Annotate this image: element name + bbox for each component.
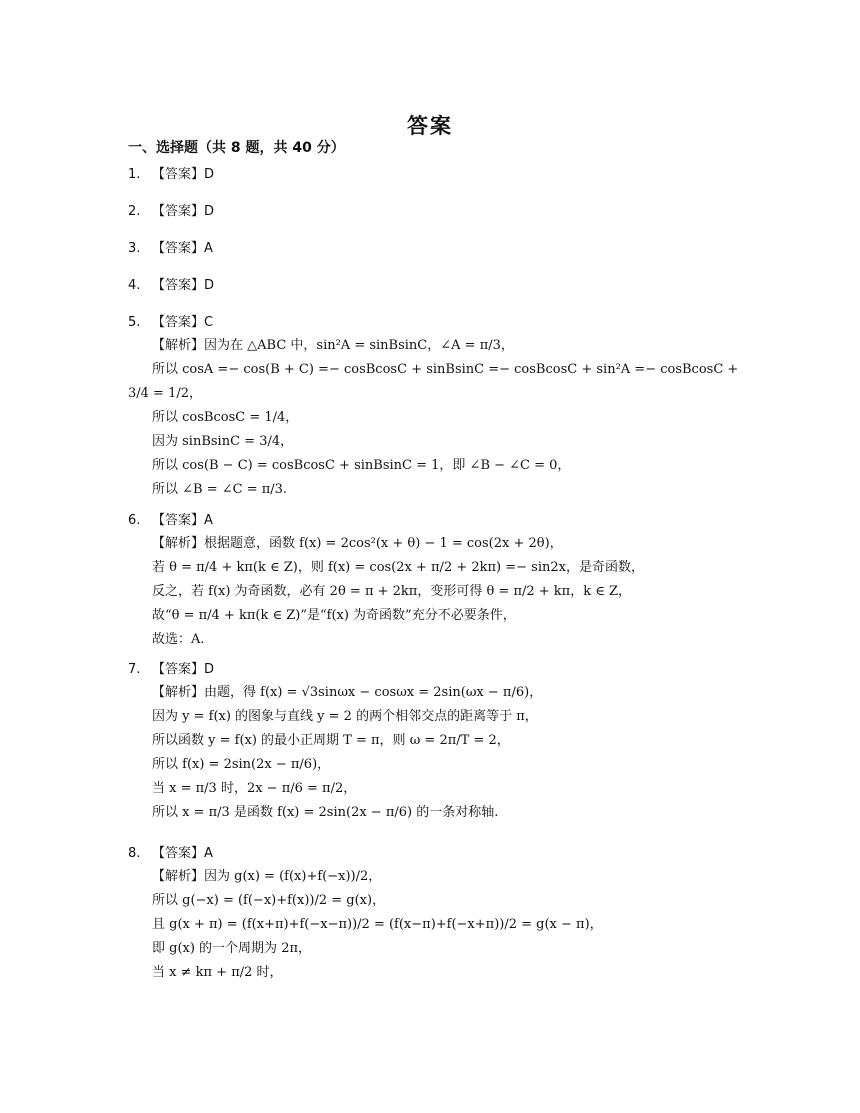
answer-label: 【答案】C (152, 315, 214, 330)
solution-line: 若 θ = π/4 + kπ(k ∈ Z)，则 f(x) = cos(2x + π/2 + 2kπ) =− sin2x，是奇函数， (152, 560, 644, 575)
solution-line: 即 g(x) 的一个周期为 2π， (152, 941, 312, 956)
answer-label: 【答案】D (152, 278, 215, 293)
question-number: 7. (128, 662, 141, 677)
solution-line: 【解析】由题，得 f(x) = √3sinωx − cosωx = 2sin(ωx − π/6)， (152, 685, 543, 700)
question-number: 5. (128, 315, 141, 330)
solution-line: 当 x ≠ kπ + π/2 时， (152, 965, 283, 980)
solution-line: 3/4 = 1/2， (128, 386, 203, 401)
solution-line: 【解析】根据题意，函数 f(x) = 2cos²(x + θ) − 1 = cos(2x + 2θ)， (152, 536, 563, 551)
question-1 (128, 164, 748, 186)
solution-line: 当 x = π/3 时，2x − π/6 = π/2， (152, 781, 357, 796)
answer-label: 【答案】A (152, 846, 213, 861)
question-6 (128, 510, 748, 652)
solution-line: 故选：A. (152, 632, 205, 647)
solution-line: 【解析】因为在 △ABC 中，sin²A = sinBsinC，∠A = π/3， (152, 338, 514, 353)
question-number: 2. (128, 204, 141, 219)
solution-line: 所以 cos(B − C) = cosBcosC + sinBsinC = 1，即 ∠B − ∠C = 0， (152, 458, 571, 473)
question-3 (128, 238, 748, 260)
solution-line: 故“θ = π/4 + kπ(k ∈ Z)”是“f(x) 为奇函数”充分不必要条件， (152, 608, 516, 623)
question-number: 1. (128, 167, 141, 182)
answer-label: 【答案】D (152, 662, 215, 677)
section-heading: 一、选择题（共 8 题，共 40 分） (128, 140, 345, 156)
question-number: 4. (128, 278, 141, 293)
solution-line: 所以函数 y = f(x) 的最小正周期 T = π，则 ω = 2π/T = 2， (152, 733, 510, 748)
question-7 (128, 659, 748, 825)
question-number: 6. (128, 513, 141, 528)
answer-label: 【答案】A (152, 513, 213, 528)
solution-line: 反之，若 f(x) 为奇函数，必有 2θ = π + 2kπ，变形可得 θ = π/2 + kπ，k ∈ Z， (152, 584, 632, 599)
solution-line: 且 g(x + π) = (f(x+π)+f(−x−π))/2 = (f(x−π)+f(−x+π))/2 = g(x − π)， (152, 917, 603, 932)
question-5 (128, 312, 748, 502)
question-8 (128, 843, 748, 985)
solution-line: 所以 ∠B = ∠C = π/3. (152, 482, 288, 497)
solution-line: 所以 cosA =− cos(B + C) =− cosBcosC + sinBsinC =− cosBcosC + sin²A =− cosBcosC + (152, 362, 739, 377)
answer-label: 【答案】D (152, 204, 215, 219)
answer-label: 【答案】D (152, 167, 215, 182)
page-title: 答案 (407, 114, 453, 138)
solution-line: 所以 g(−x) = (f(−x)+f(x))/2 = g(x)， (152, 893, 386, 908)
question-number: 8. (128, 846, 141, 861)
solution-line: 【解析】因为 g(x) = (f(x)+f(−x))/2， (152, 869, 382, 884)
question-2 (128, 201, 748, 223)
question-4 (128, 275, 748, 297)
solution-line: 所以 cosBcosC = 1/4， (152, 410, 299, 425)
solution-line: 所以 f(x) = 2sin(2x − π/6)， (152, 757, 331, 772)
question-number: 3. (128, 241, 141, 256)
answer-label: 【答案】A (152, 241, 213, 256)
solution-line: 因为 y = f(x) 的图象与直线 y = 2 的两个相邻交点的距离等于 π， (152, 709, 538, 724)
solution-line: 所以 x = π/3 是函数 f(x) = 2sin(2x − π/6) 的一条对称轴. (152, 805, 499, 820)
solution-line: 因为 sinBsinC = 3/4， (152, 434, 294, 449)
